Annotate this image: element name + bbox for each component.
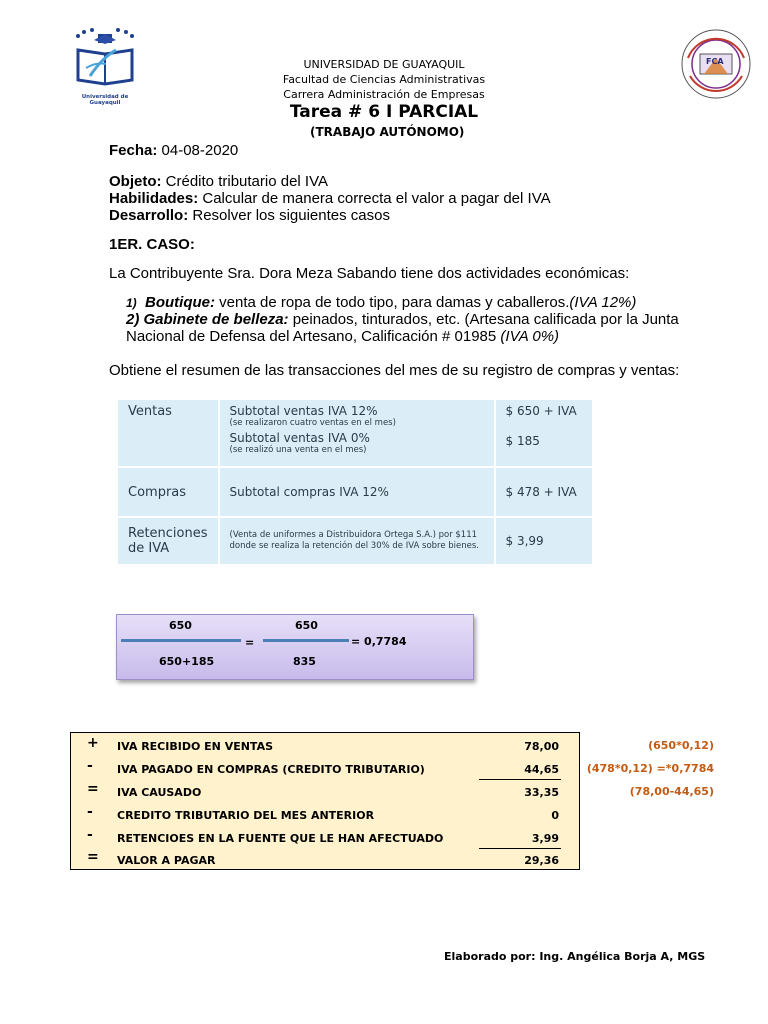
objeto-label: Objeto: bbox=[109, 173, 162, 190]
career-name: Carrera Administración de Empresas bbox=[283, 88, 485, 101]
ventas0-label: Subtotal ventas IVA 0% bbox=[229, 431, 370, 445]
row-label: IVA RECIBIDO EN VENTAS bbox=[117, 740, 274, 753]
table-row bbox=[117, 517, 593, 565]
table-row bbox=[71, 827, 579, 850]
table-row bbox=[71, 758, 579, 781]
ventas-values bbox=[495, 399, 593, 467]
compras-label: Compras bbox=[117, 467, 219, 517]
calculation-note: (78,00-44,65) bbox=[629, 785, 714, 798]
proportion-formula-box bbox=[116, 614, 474, 680]
formula-num-1: 650 bbox=[169, 619, 192, 632]
logo-seal-text: FCA bbox=[706, 57, 724, 66]
habilidades-value: Calcular de manera correcta el valor a pagar del IVA bbox=[202, 190, 551, 207]
transactions-table bbox=[116, 398, 594, 566]
formula-den-2: 835 bbox=[293, 655, 316, 668]
row-value: 44,65 bbox=[524, 763, 559, 776]
objeto-value: Crédito tributario del IVA bbox=[165, 173, 328, 190]
page-subtitle: (TRABAJO AUTÓNOMO) bbox=[310, 125, 465, 139]
row-sign: + bbox=[87, 735, 99, 751]
row-value: 33,35 bbox=[524, 786, 559, 799]
ventas-desc bbox=[219, 399, 495, 467]
formula-result: = 0,7784 bbox=[351, 635, 407, 648]
fraction-line-1 bbox=[121, 639, 241, 642]
author-footer: Elaborado por: Ing. Angélica Borja A, MGS bbox=[444, 950, 706, 963]
logo-caption: Universidad de Guayaquil bbox=[81, 94, 129, 106]
case-item-2 bbox=[126, 311, 679, 328]
habilidades-line bbox=[109, 190, 551, 207]
formula-num-2: 650 bbox=[295, 619, 318, 632]
row-sign: = bbox=[87, 849, 99, 865]
row-sign: = bbox=[87, 781, 99, 797]
ventas-label: Ventas bbox=[117, 399, 219, 467]
page-title: Tarea # 6 I PARCIAL bbox=[289, 102, 479, 122]
row-label: VALOR A PAGAR bbox=[117, 854, 216, 867]
faculty-name: Facultad de Ciencias Administrativas bbox=[282, 73, 486, 86]
subtotal-underline bbox=[479, 779, 561, 780]
ventas12-value: $ 650 + IVA bbox=[505, 404, 577, 418]
iva-calculation-table bbox=[70, 732, 580, 870]
row-label: RETENCIOES EN LA FUENTE QUE LE HAN AFECTUADO bbox=[117, 832, 444, 845]
table-row bbox=[71, 735, 579, 758]
table-row bbox=[71, 849, 579, 872]
row-value: 3,99 bbox=[531, 832, 559, 845]
formula-den-1: 650+185 bbox=[159, 655, 215, 668]
desarrollo-line bbox=[109, 207, 390, 224]
row-value: 78,00 bbox=[524, 740, 559, 753]
desarrollo-value: Resolver los siguientes casos bbox=[192, 207, 390, 224]
ventas12-label: Subtotal ventas IVA 12% bbox=[229, 404, 378, 418]
table-row bbox=[71, 804, 579, 827]
item1-iva: (IVA 12%) bbox=[569, 294, 637, 311]
item2-iva: (IVA 0%) bbox=[500, 328, 560, 345]
item2-text: peinados, tinturados, etc. (Artesana calificada por la Junta bbox=[292, 311, 679, 328]
case-summary: Obtiene el resumen de las transacciones del mes de su registro de compras y ventas: bbox=[109, 362, 680, 379]
case-intro: La Contribuyente Sra. Dora Meza Sabando tiene dos actividades económicas: bbox=[109, 265, 630, 282]
ventas0-note: (se realizó una venta en el mes) bbox=[229, 445, 367, 455]
case-item-2-cont bbox=[126, 328, 559, 345]
habilidades-label: Habilidades: bbox=[109, 190, 199, 207]
retenciones-value: $ 3,99 bbox=[495, 517, 593, 565]
formula-equals: = bbox=[245, 636, 255, 649]
row-value: 0 bbox=[551, 809, 559, 822]
fecha-label: Fecha: bbox=[109, 142, 158, 159]
retenciones-label: Retenciones de IVA bbox=[117, 517, 219, 565]
desarrollo-label: Desarrollo: bbox=[109, 207, 189, 224]
compras-value: $ 478 + IVA bbox=[495, 467, 593, 517]
row-sign: - bbox=[87, 804, 93, 820]
table-row bbox=[117, 399, 593, 467]
row-value: 29,36 bbox=[524, 854, 559, 867]
table-row bbox=[117, 467, 593, 517]
ventas0-value: $ 185 bbox=[505, 434, 540, 448]
fecha-line bbox=[109, 142, 238, 159]
row-label: IVA CAUSADO bbox=[117, 786, 202, 799]
item1-number: 1) bbox=[126, 296, 137, 310]
row-label: IVA PAGADO EN COMPRAS (CREDITO TRIBUTARIO) bbox=[117, 763, 425, 776]
ventas12-note: (se realizaron cuatro ventas en el mes) bbox=[229, 418, 396, 428]
table-row bbox=[71, 781, 579, 804]
university-name: UNIVERSIDAD DE GUAYAQUIL bbox=[303, 58, 465, 71]
calculation-note: (478*0,12) =*0,7784 bbox=[586, 762, 714, 775]
case-heading: 1ER. CASO: bbox=[109, 236, 195, 253]
fraction-line-2 bbox=[263, 639, 349, 642]
item2-text2: Nacional de Defensa del Artesano, Calificación # 01985 bbox=[126, 328, 501, 345]
fecha-value: 04-08-2020 bbox=[161, 142, 239, 159]
row-sign: - bbox=[87, 827, 93, 843]
retenciones-desc: (Venta de uniformes a Distribuidora Ortega S.A.) por $111 donde se realiza la retención del 30% de IVA sobre bienes. bbox=[219, 517, 495, 565]
item1-text: venta de ropa de todo tipo, para damas y caballeros. bbox=[215, 294, 570, 311]
row-sign: - bbox=[87, 758, 93, 774]
compras-desc: Subtotal compras IVA 12% bbox=[219, 467, 495, 517]
row-label: CREDITO TRIBUTARIO DEL MES ANTERIOR bbox=[117, 809, 375, 822]
item1-label: Boutique: bbox=[145, 294, 215, 311]
calculation-note: (650*0,12) bbox=[648, 739, 714, 752]
item2-label: 2) Gabinete de belleza: bbox=[126, 311, 289, 328]
objeto-line bbox=[109, 173, 328, 190]
case-item-1 bbox=[126, 294, 636, 312]
